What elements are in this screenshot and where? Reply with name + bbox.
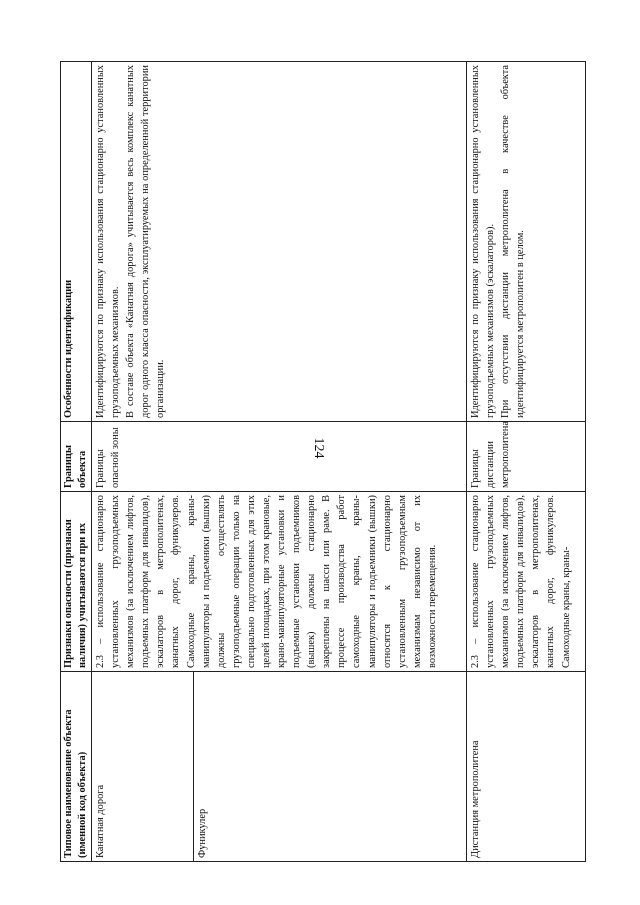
cell-hazard-signs: 2.3 – использование стационарно установленных грузоподъемных механизмов (за исключением лифтов, подъемных платформ для инвалидов), эскалаторов в метрополитенах, канатных дорог, фуникулеров. Самоходные краны, краны-манипуляторы и подъемники (вышки) должны осуществлять грузоподъемные операции только на специально подготовленных для этих целей площадках, при этом крановые, крано-манипуляторные установки и подъемные установки подъемников (вышек) должны стационарно закреплены на шасси или раме. В процессе производства работ самоходные краны, краны-манипуляторы и подъемники (вышки) относятся к стационарно установленным грузоподъемным механизмам независимо от их возможности перемещения.	[92, 492, 467, 672]
header-identification-features: Особенности идентификации	[61, 62, 92, 422]
cell-object-name: Дистанция метрополитена	[467, 672, 586, 862]
cell-object-bounds: Границы дистанции метрополитена	[467, 422, 586, 492]
header-object-bounds: Границы объекта	[61, 422, 92, 492]
cell-object-name	[92, 672, 467, 862]
page-number: 124	[311, 437, 326, 459]
object-name: Канатная дорога	[95, 784, 107, 858]
cell-identification-features: Идентифицируются по признаку использования стационарно установленных грузоподъемных механизмов (эскалаторов). При отсутствии дистанции метрополитена в качестве объекта идентифицируется метрополитен в целом.	[467, 62, 586, 422]
identification-table	[60, 61, 586, 862]
header-object-name: Типовое наименование объекта (именной код объекта)	[61, 672, 92, 862]
header-hazard-signs: Признаки опасности (признаки наличия) учитываются при их	[61, 492, 92, 672]
object-sub-name: Фуникулер	[193, 672, 210, 861]
rotated-table-container	[60, 62, 590, 862]
table-row	[467, 62, 586, 862]
table-header-row	[61, 62, 92, 862]
cell-hazard-signs: 2.3 – использование стационарно установленных грузоподъемных механизмов (за исключением лифтов, подъемных платформ для инвалидов), эскалаторов в метрополитенах, канатных дорог, фуникулеров. Самоходные краны, краны-	[467, 492, 586, 672]
cell-identification-features: Идентифицируются по признаку использования стационарно установленных грузоподъемных механизмов. В составе объекта «Канатная дорога» учитывается весь комплекс канатных дорог одного класса опасности, эксплуатируемых на определенной территории организации.	[92, 62, 467, 422]
table-row	[92, 62, 467, 862]
cell-spacer	[108, 675, 190, 858]
cell-object-bounds: Границы опасной зоны	[92, 422, 467, 492]
